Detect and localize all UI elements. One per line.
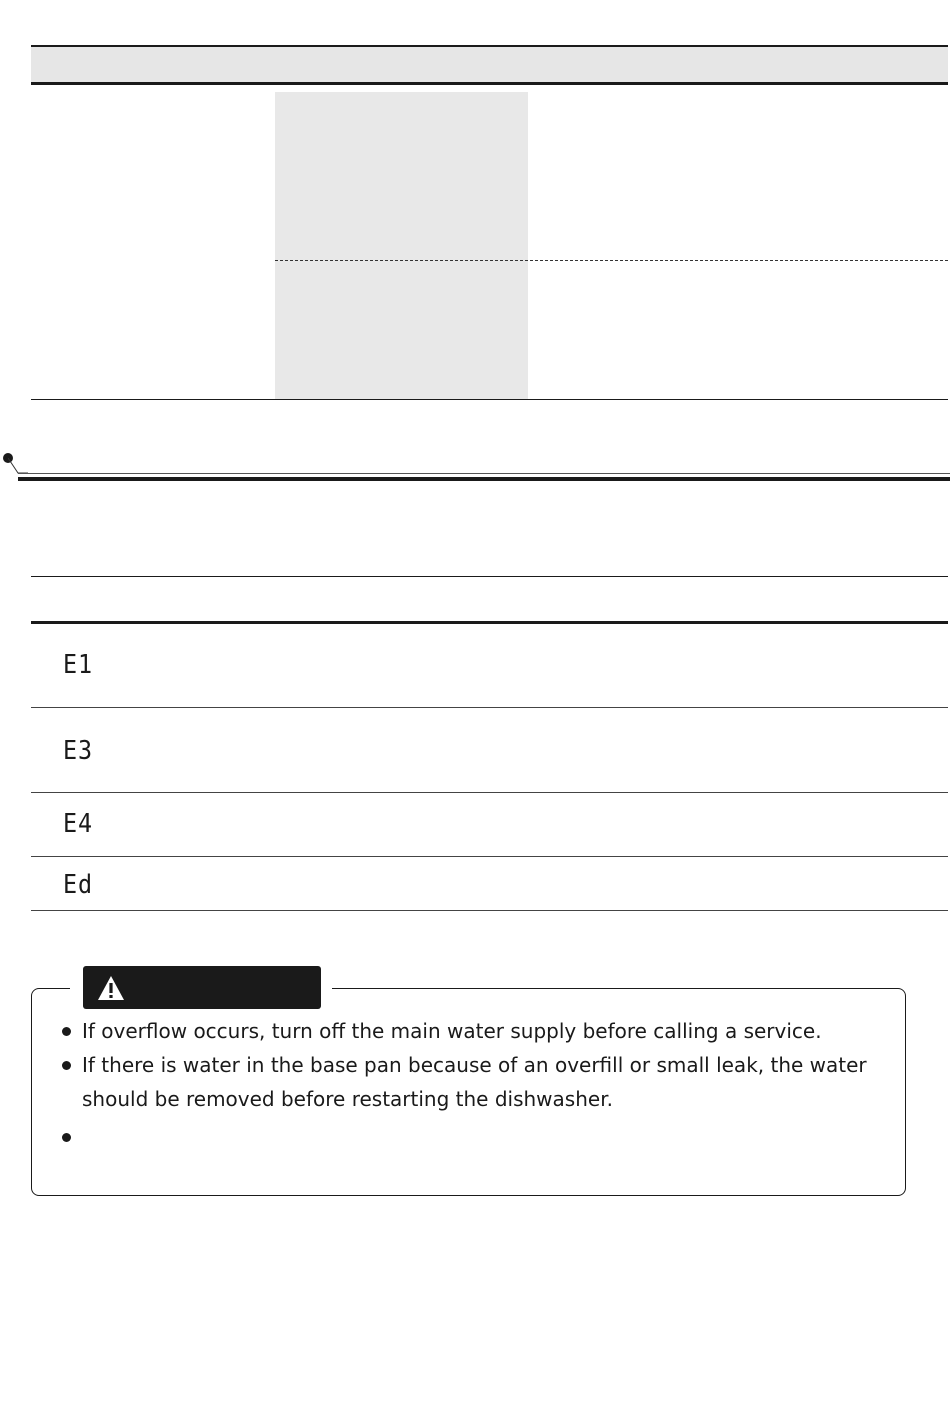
row-divider-dashed <box>275 260 948 261</box>
error-code: E4 <box>63 809 93 839</box>
error-code: E1 <box>63 650 93 680</box>
troubleshooting-table <box>31 90 948 400</box>
table-row <box>31 857 948 911</box>
warning-triangle-icon <box>97 975 125 1001</box>
section-marker-connector <box>8 458 28 474</box>
error-code: E3 <box>63 736 93 766</box>
section-divider-thin <box>18 473 950 474</box>
table-header-bar <box>31 45 948 85</box>
list-item <box>60 1014 880 1048</box>
cause-column <box>275 92 528 400</box>
list-item <box>60 1048 880 1116</box>
bullet <box>62 1133 71 1142</box>
list-item <box>60 1120 880 1154</box>
table-bottom-rule <box>31 399 948 400</box>
bullet <box>62 1061 71 1070</box>
section-divider-thick <box>18 477 950 481</box>
warning-badge <box>83 966 321 1009</box>
error-code: Ed <box>63 870 93 900</box>
table-row <box>31 624 948 708</box>
table-row <box>31 793 948 857</box>
table-row <box>31 708 948 793</box>
warning-text: If overflow occurs, turn off the main water supply before calling a service. <box>82 1019 822 1043</box>
warning-list <box>60 1014 880 1154</box>
problem-column <box>31 90 274 400</box>
bullet <box>62 1027 71 1036</box>
warning-text: If there is water in the base pan because of an overfill or small leak, the water should be removed before restarting the dishwasher. <box>82 1053 867 1111</box>
solution-column <box>528 90 948 400</box>
error-table-top-rule <box>31 576 948 577</box>
